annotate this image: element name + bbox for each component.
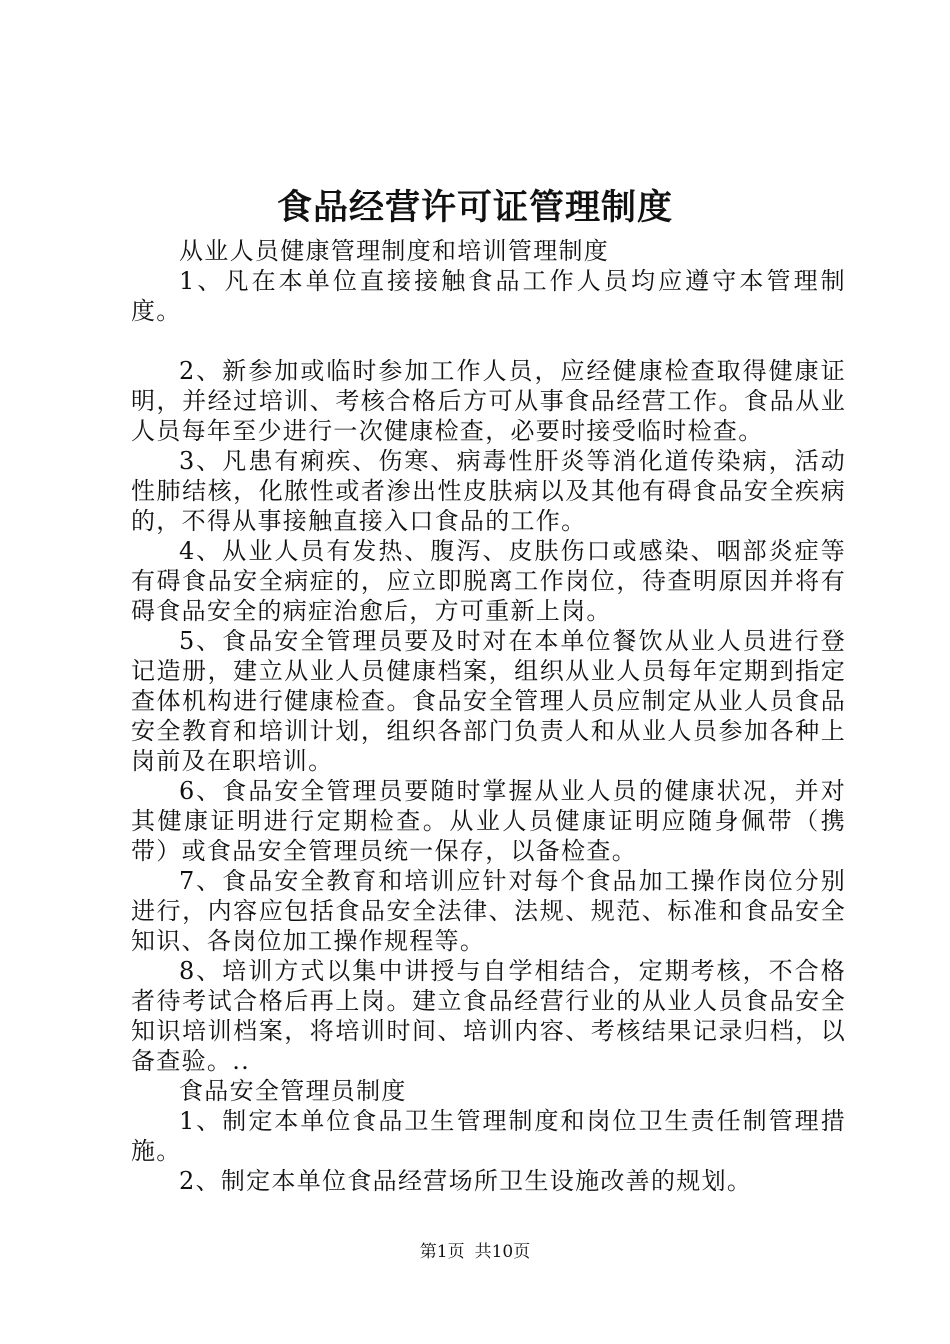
section-heading-safety-manager: 食品安全管理员制度 (179, 1077, 407, 1105)
paragraph-4: 4、从业人员有发热、腹泻、皮肤伤口或感染、咽部炎症等有碍食品安全病症的，应立即脱离工作岗位，待查明原因并将有碍食品安全的病症治愈后，方可重新上岗。 (131, 537, 846, 625)
paragraph-2: 2、新参加或临时参加工作人员，应经健康检查取得健康证明，并经过培训、考核合格后方可从事食品经营工作。食品从业人员每年至少进行一次健康检查，必要时接受临时检查。 (131, 357, 846, 445)
section-heading-health: 从业人员健康管理制度和培训管理制度 (179, 237, 610, 265)
paragraph-3: 3、凡患有痢疾、伤寒、病毒性肝炎等消化道传染病，活动性肺结核，化脓性或者渗出性皮肤病以及其他有碍食品安全疾病的，不得从事接触直接入口食品的工作。 (131, 447, 846, 535)
document-body (131, 236, 846, 1196)
page-footer (0, 1240, 950, 1264)
paragraph-9: 1、制定本单位食品卫生管理制度和岗位卫生责任制管理措施。 (131, 1107, 846, 1165)
paragraph-10: 2、制定本单位食品经营场所卫生设施改善的规划。 (179, 1167, 753, 1195)
page-total: 共10页 (474, 1242, 531, 1262)
paragraph-7: 7、食品安全教育和培训应针对每个食品加工操作岗位分别进行，内容应包括食品安全法律、法规、规范、标准和食品安全知识、各岗位加工操作规程等。 (131, 867, 846, 955)
paragraph-1: 1、凡在本单位直接接触食品工作人员均应遵守本管理制度。 (131, 267, 846, 325)
paragraph-8: 8、培训方式以集中讲授与自学相结合，定期考核，不合格者待考试合格后再上岗。建立食品经营行业的从业人员食品安全知识培训档案，将培训时间、培训内容、考核结果记录归档，以备查验。.. (131, 957, 846, 1075)
page-number: 第1页 (419, 1242, 465, 1262)
page-title: 食品经营许可证管理制度 (276, 187, 673, 228)
paragraph-5: 5、食品安全管理员要及时对在本单位餐饮从业人员进行登记造册，建立从业人员健康档案，组织从业人员每年定期到指定查体机构进行健康检查。食品安全管理人员应制定从业人员食品安全教育和培训计划，组织各部门负责人和从业人员参加各种上岗前及在职培训。 (131, 627, 846, 775)
paragraph-6: 6、食品安全管理员要随时掌握从业人员的健康状况，并对其健康证明进行定期检查。从业人员健康证明应随身佩带（携带）或食品安全管理员统一保存，以备检查。 (131, 777, 846, 865)
